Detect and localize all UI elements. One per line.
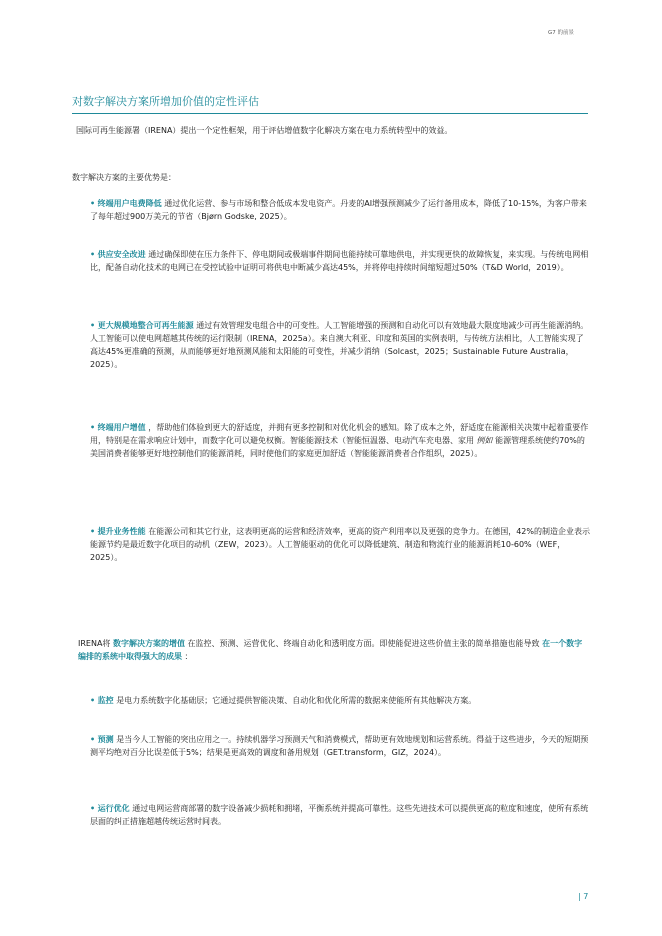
advantage-text: 通过确保即使在压力条件下、停电期间或极端事件期间也能持续可靠地供电，并实现更快的故障恢复，来实现。与传统电网相比，配备自动化技术的电网已在受控试验中证明可将供电中断减少高达45%，并将停电持续时间缩短超过50%（T&D World，2019）。	[90, 250, 589, 272]
function-title: 监控	[97, 696, 114, 705]
advantage-text: 通过有效管理发电组合中的可变性。人工智能增强的预测和自动化可以有效地最大限度地减少可再生能源消纳。人工智能可以使电网超越其传统的运行限制（IRENA，2025a）。来自澳大利亚、印度和英国的实例表明，与传统方法相比，人工智能实现了高达45%更准确的预测，从而能够更好地预测风能和太阳能的可变性，并减少消纳（Solcast，2025；Sustainable Future Australia，2025）。	[90, 321, 589, 369]
advantage-item	[90, 248, 590, 274]
advantage-item	[90, 197, 590, 223]
bullet: •	[90, 527, 96, 536]
advantage-title: 终端用户电费降低	[97, 199, 162, 208]
advantage-item	[90, 421, 590, 460]
intro-text: 国际可再生能源署（IRENA）提出一个定性框架，用于评估增值数字化解决方案在电力系统转型中的效益。	[76, 126, 453, 135]
advantage-title: 提升业务性能	[97, 527, 146, 536]
advantage-text: ，帮助他们体验到更大的舒适度，并拥有更多控制和对优化机会的感知。除了成本之外，舒适度在能源相关决策中起着重要作用，特别是在需求响应计划中，而数字化可以避免权衡。智能能源技术（智能恒温器、电动汽车充电器、家用	[90, 423, 589, 445]
advantage-text: 通过优化运营、参与市场和整合低成本发电资产。丹麦的AI增强预测减少了运行备用成本，降低了10-15%，为客户带来了每年超过900万美元的节省（Bjørn Godske, 2025）。	[90, 199, 587, 221]
irena-suffix: ：	[184, 652, 193, 661]
function-item	[90, 733, 590, 759]
page-header: G7 的前景	[547, 30, 574, 36]
irena-highlight: 在一个数字编排的系统中取得强大的成果	[78, 639, 583, 661]
bullet: •	[90, 250, 96, 259]
advantage-title: 供应安全改进	[97, 250, 146, 259]
advantage-text: 在能源公司和其它行业，这表明更高的运营和经济效率，更高的资产利用率以及更强的竞争力。在德国，42%的制造企业表示能源节约是最近数字化项目的动机（ZEW，2023）。人工智能驱动的优化可以降低建筑、制造和物流行业的能源消耗10-60%（WEF，2025）。	[90, 527, 590, 562]
irena-highlight: 数字解决方案的增值	[112, 639, 185, 648]
function-text: 通过电网运营商部署的数字设备减少损耗和拥堵，平衡系统并提高可靠性。这些先进技术可以提供更高的粒度和速度，使所有系统层面的纠正措施超越传统运营时间表。	[90, 804, 589, 826]
irena-prefix: IRENA将	[78, 639, 111, 648]
page-number: | 7	[578, 892, 589, 901]
advantage-title: 更大规模地整合可再生能源	[97, 321, 194, 330]
advantage-item	[90, 525, 590, 564]
advantage-title: 终端用户增值	[97, 423, 146, 432]
advantage-text: 能源管理系统使约70%的美国消费者能够更好地控制他们的能源消耗，同时使他们的家庭更加舒适（智能能源消费者合作组织，2025）。	[90, 436, 585, 458]
section-title: 对数字解决方案所增加价值的定性评估	[72, 95, 259, 108]
bullet: •	[90, 199, 96, 208]
function-title: 预测	[97, 735, 114, 744]
advantage-item	[90, 319, 590, 371]
bullet: •	[90, 804, 96, 813]
function-text: 是电力系统数字化基础层；它通过提供智能决策、自动化和优化所需的数据来使能所有其他解决方案。	[116, 696, 477, 705]
bullet: •	[90, 735, 96, 744]
bullet: •	[90, 423, 96, 432]
advantage-emphasis: 例如	[476, 436, 493, 445]
advantages-label: 数字解决方案的主要优势是：	[72, 173, 176, 182]
function-item	[90, 802, 590, 828]
function-item	[90, 694, 590, 707]
bullet: •	[90, 321, 96, 330]
function-title: 运行优化	[97, 804, 130, 813]
function-text: 是当今人工智能的突出应用之一。持续机器学习预测天气和消费模式，帮助更有效地规划和运营系统。得益于这些进步，今天的短期预测平均绝对百分比误差低于5%；结果是更高效的调度和备用规划（GET.transform，GIZ，2024）。	[90, 735, 589, 757]
bullet: •	[90, 696, 96, 705]
title-divider	[72, 113, 588, 114]
irena-text: 在监控、预测、运营优化、终端自动化和透明度方面。即使能促进这些价值主张的简单措施也能导致	[187, 639, 540, 648]
irena-paragraph	[78, 637, 590, 663]
